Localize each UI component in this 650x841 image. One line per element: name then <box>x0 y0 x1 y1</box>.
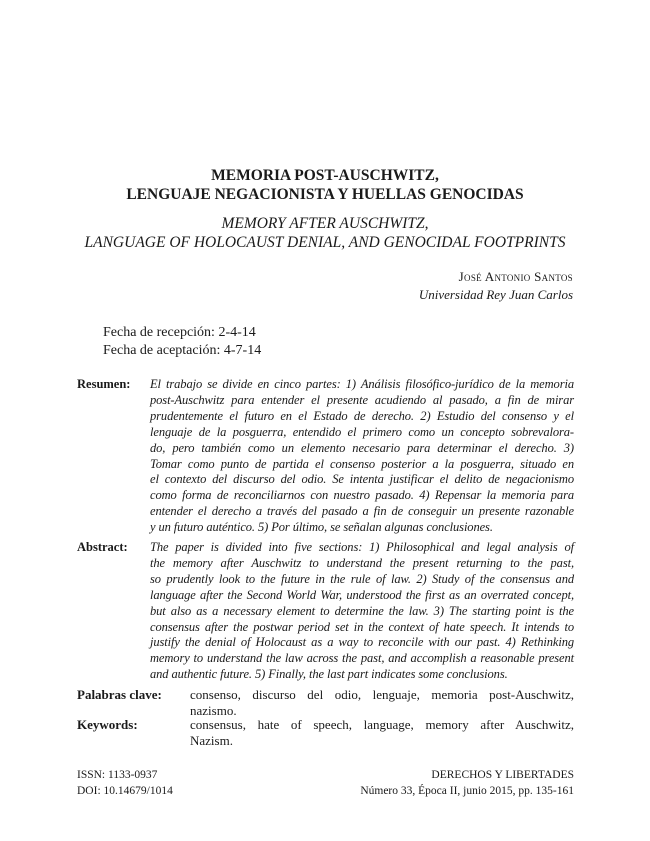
keywords-line: Nazism. <box>190 733 233 748</box>
issue-info: Número 33, Época II, junio 2015, pp. 135-161 <box>360 785 574 797</box>
abstract-line: memory to understand the law across the past, and accomplish a reasonable present <box>150 651 574 666</box>
resumen-line: prudentemente el futuro en el Estado de derecho. 2) Estudio del consenso y el <box>150 408 574 423</box>
palabras-clave-text <box>190 687 574 719</box>
reception-date: Fecha de recepción: 2-4-14 <box>103 325 256 340</box>
english-title-line: MEMORY AFTER AUSCHWITZ, <box>221 215 429 232</box>
abstract-line: but also as a necessary element to determine the law. 3) The starting point is the <box>150 603 574 618</box>
keywords-text <box>190 717 574 749</box>
resumen-label: Resumen: <box>77 377 131 391</box>
abstract-line: justify the denial of Holocaust as a way to reconcile with our past. 4) Rethinking <box>150 635 574 650</box>
author-block <box>419 268 573 304</box>
resumen-line: Tomar como punto de partida el consenso posterior a la posguerra, situado en <box>150 456 574 471</box>
resumen-line: post-Auschwitz para entender el presente acudiendo al pasado, a fin de mirar <box>150 392 574 407</box>
palabras-clave-line: consenso, discurso del odio, lenguaje, memoria post-Auschwitz, <box>190 687 574 702</box>
resumen-line: lenguaje de la posguerra, entendido el primero como un concepto sobrevalora- <box>150 424 574 439</box>
dates-block <box>103 324 261 360</box>
spanish-title-line: LENGUAJE NEGACIONISTA Y HUELLAS GENOCIDAS <box>126 186 524 203</box>
palabras-clave-label: Palabras clave: <box>77 687 162 702</box>
english-title-line: LANGUAGE OF HOLOCAUST DENIAL, AND GENOCIDAL FOOTPRINTS <box>84 234 566 251</box>
abstract-text <box>150 540 574 683</box>
resumen-text <box>150 377 574 536</box>
resumen-line: como forma de reconciliarnos con nuestro pasado. 4) Repensar la memoria para <box>150 488 574 503</box>
abstract-line: consensus after the postwar period set in the context of hate speech. It intends to <box>150 619 574 634</box>
resumen-line: entender el derecho a través del pasado a fin de conseguir un presente razonable <box>150 504 574 519</box>
abstract-line: The paper is divided into five sections: 1) Philosophical and legal analysis of <box>150 540 574 554</box>
abstract-line: and authentic future. 5) Finally, the last part indicates some conclusions. <box>150 667 508 682</box>
resumen-line: El trabajo se divide en cinco partes: 1) Análisis filosófico-jurídico de la memoria <box>150 377 574 391</box>
acceptance-date: Fecha de aceptación: 4-7-14 <box>103 343 262 358</box>
abstract-line: language after the Second World War, understood the first as an overrated concept, <box>150 587 574 602</box>
keywords-label: Keywords: <box>77 717 138 732</box>
abstract-label: Abstract: <box>77 540 128 554</box>
resumen-line: el contexto del discurso del odio. Se intenta justificar el delito de negacionismo <box>150 472 574 487</box>
resumen-line: y un futuro auténtico. 5) Por último, se señalan algunas conclusiones. <box>150 520 493 535</box>
issn: ISSN: 1133-0937 <box>77 769 158 781</box>
spanish-title-line: MEMORIA POST-AUSCHWITZ, <box>211 167 439 184</box>
palabras-clave-line: nazismo. <box>190 703 237 718</box>
doi: DOI: 10.14679/1014 <box>77 785 173 797</box>
abstract-line: so prudently look to the future in the rule of law. 2) Study of the consensus and <box>150 571 574 586</box>
author-affiliation: Universidad Rey Juan Carlos <box>418 287 573 302</box>
spanish-title <box>60 166 590 204</box>
abstract-line: the memory after Auschwitz to understand the present returning to the past, <box>150 555 574 570</box>
footer-journal <box>360 767 574 799</box>
resumen-line: do, pero también como un elemento necesario para determinar el derecho. 3) <box>150 440 574 455</box>
footer-identifiers <box>77 767 173 799</box>
journal-name: DERECHOS Y LIBERTADES <box>431 769 574 781</box>
keywords-line: consensus, hate of speech, language, memory after Auschwitz, <box>190 717 574 732</box>
english-title <box>40 214 610 252</box>
author-name: José Antonio Santos <box>458 269 573 284</box>
